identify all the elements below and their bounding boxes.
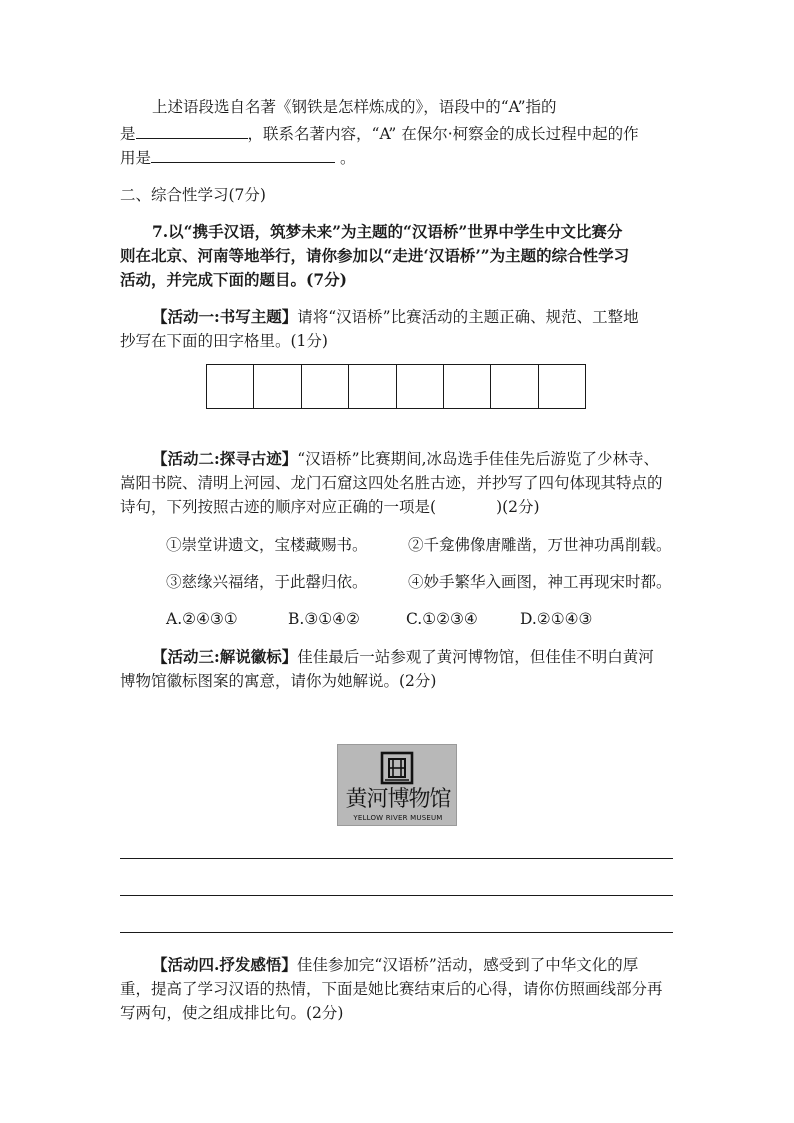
grid-cell[interactable] — [491, 365, 538, 408]
grid-cell[interactable] — [349, 365, 396, 408]
answer-blank-a[interactable] — [136, 122, 248, 139]
activity2-line-2: 嵩阳书院、清明上河园、龙门石窟这四处名胜古迹，并抄写了四句体现其特点的 — [120, 474, 663, 492]
activity2-line-3: 诗句，下列按照古迹的顺序对应正确的一项是( )(2分) — [120, 498, 540, 516]
activity1-line-2: 抄写在下面的田字格里。(1分) — [120, 332, 328, 350]
activity1-label: 【活动一:书写主题】 — [152, 307, 298, 326]
grid-cell[interactable] — [254, 365, 301, 408]
grid-cell[interactable] — [539, 365, 585, 408]
answer-blank-role[interactable] — [151, 146, 335, 163]
activity3-line-2: 博物馆徽标图案的寓意，请你为她解说。(2分) — [120, 672, 437, 690]
activity3-line-1: 【活动三:解说徽标】佳佳最后一站参观了黄河博物馆，但佳佳不明白黄河 — [152, 647, 654, 666]
q7-line-2: 则在北京、河南等地举行，请你参加以“走进‘汉语桥’”为主题的综合性学习 — [120, 246, 630, 265]
activity4-line-1: 【活动四.抒发感悟】佳佳参加完“汉语桥”活动，感受到了中华文化的厚 — [152, 955, 639, 974]
q6-line-2: 是 ，联系名著内容，“A” 在保尔·柯察金的成长过程中起的作 — [120, 122, 639, 145]
activity4-line-3: 写两句，使之组成排比句。(2分) — [120, 1004, 344, 1022]
poem-4: ④妙手繁华入画图，神工再现宋时都。 — [408, 573, 672, 591]
activity4-line-2: 重，提高了学习汉语的热情，下面是她比赛结束后的心得，请你仿照画线部分再 — [120, 980, 663, 998]
museum-logo — [337, 744, 457, 826]
grid-cell[interactable] — [397, 365, 444, 408]
activity2-label: 【活动二:探寻古迹】 — [152, 449, 298, 468]
answer-line[interactable] — [120, 932, 673, 933]
poem-1: ①崇堂讲遗文，宝楼藏赐书。 — [166, 536, 368, 554]
grid-cell[interactable] — [444, 365, 491, 408]
q7-line-1: 7.以“携手汉语，筑梦未来”为主题的“汉语桥”世界中学生中文比赛分 — [152, 222, 623, 241]
option-c[interactable]: C.①②③④ — [406, 610, 478, 628]
logo-english-name: YELLOW RIVER MUSEUM — [353, 814, 443, 822]
poem-3: ③慈缘兴福绪，于此罄归依。 — [166, 573, 368, 591]
grid-cell[interactable] — [207, 365, 254, 408]
activity2-line-1: 【活动二:探寻古迹】“汉语桥”比赛期间,冰岛选手佳佳先后游览了少林寺、 — [152, 449, 660, 468]
activity3-label: 【活动三:解说徽标】 — [152, 647, 298, 666]
writing-grid[interactable] — [206, 364, 586, 409]
museum-emblem-icon — [379, 751, 415, 785]
option-a[interactable]: A.②④③① — [166, 610, 238, 628]
option-b[interactable]: B.③①④② — [288, 610, 360, 628]
activity1-line-1: 【活动一:书写主题】请将“汉语桥”比赛活动的主题正确、规范、工整地 — [152, 307, 639, 326]
q6-line-3: 用是 。 — [120, 146, 355, 169]
answer-line[interactable] — [120, 858, 673, 859]
grid-cell[interactable] — [302, 365, 349, 408]
section-heading: 二、综合性学习(7分) — [120, 186, 266, 204]
q6-line-1: 上述语段选自名著《钢铁是怎样炼成的》，语段中的“A”指的 — [152, 98, 557, 116]
activity4-label: 【活动四.抒发感悟】 — [152, 955, 297, 974]
q7-line-3: 活动，并完成下面的题目。(7分) — [120, 270, 347, 289]
logo-chinese-name: 黄河博物馆 — [345, 787, 451, 812]
answer-line[interactable] — [120, 895, 673, 896]
option-d[interactable]: D.②①④③ — [520, 610, 593, 628]
poem-2: ②千龛佛像唐雕凿，万世神功禹削载。 — [408, 536, 672, 554]
